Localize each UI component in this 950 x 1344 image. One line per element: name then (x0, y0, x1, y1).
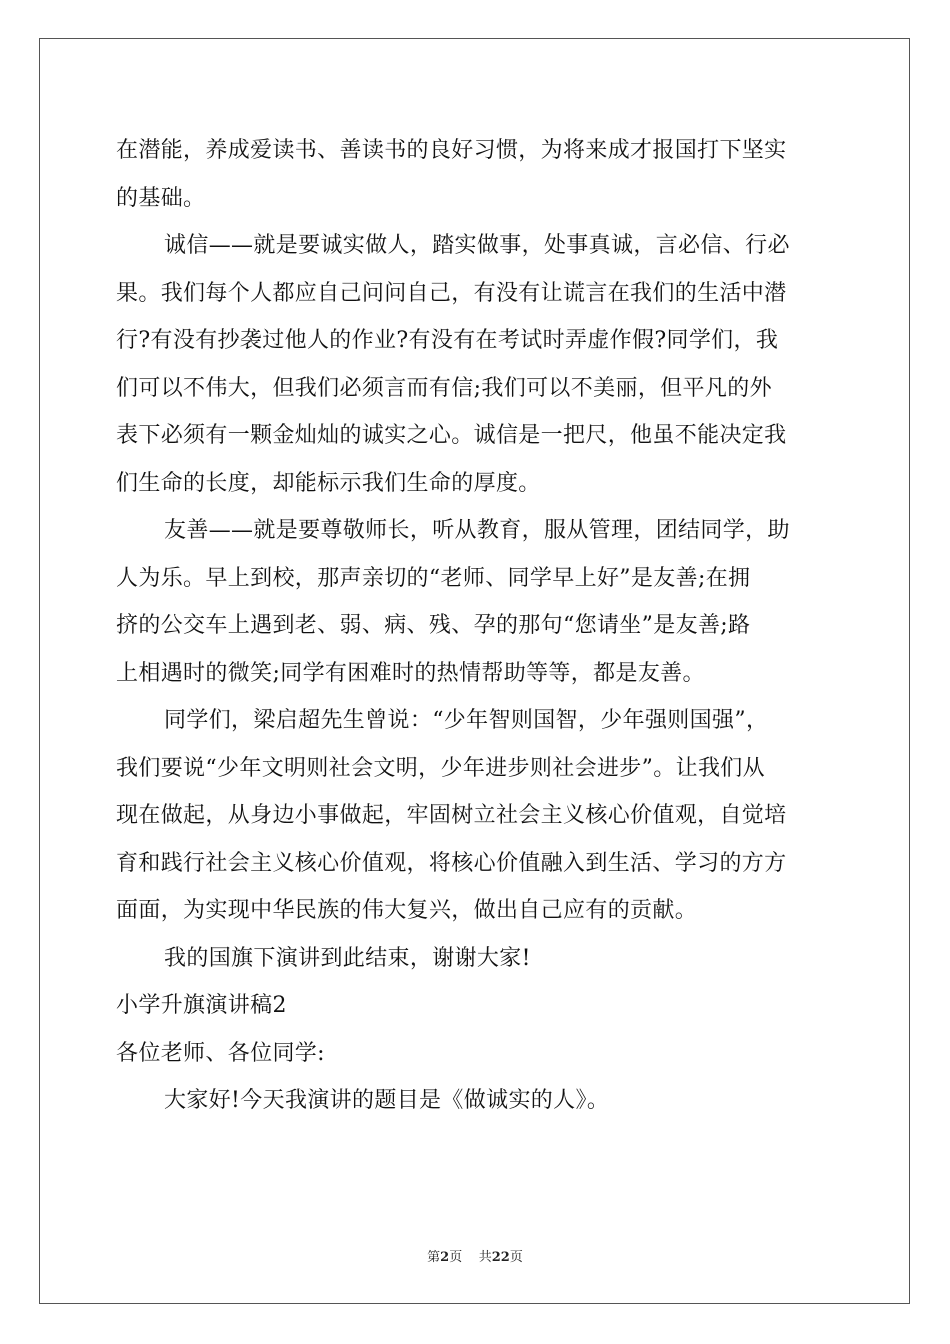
text-line: 表下必须有一颗金灿灿的诚实之心。诚信是一把尺，他虽不能决定我 (116, 423, 787, 448)
text-line: 行?有没有抄袭过他人的作业?有没有在考试时弄虚作假?同学们，我 (116, 328, 779, 353)
text-line: 们可以不伟大，但我们必须言而有信;我们可以不美丽，但平凡的外 (116, 375, 772, 401)
text-line: 上相遇时的微笑;同学有困难时的热情帮助等等，都是友善。 (116, 660, 705, 686)
text-line: 的基础。 (116, 185, 206, 211)
page-suffix: 页 (449, 1250, 463, 1265)
paragraph-start: 友善——就是要尊敬师长，听从教育，服从管理，团结同学，助 (164, 518, 790, 543)
text-line: 面面，为实现中华民族的伟大复兴，做出自己应有的贡献。 (116, 898, 698, 923)
text-line: 现在做起，从身边小事做起，牢固树立社会主义核心价值观，自觉培 (116, 803, 787, 828)
document-body (116, 127, 836, 1125)
text-line: 们生命的长度，却能标示我们生命的厚度。 (116, 470, 541, 496)
section-title: 小学升旗演讲稿2 (116, 993, 287, 1018)
closing-line: 我的国旗下演讲到此结束，谢谢大家! (164, 945, 531, 971)
paragraph-start: 大家好!今天我演讲的题目是《做诚实的人》。 (164, 1088, 610, 1113)
page-prefix: 第 (427, 1250, 441, 1265)
salutation: 各位老师、各位同学: (116, 1040, 325, 1066)
text-line: 果。我们每个人都应自己问问自己，有没有让谎言在我们的生活中潜 (116, 280, 787, 306)
total-prefix: 共 (478, 1250, 492, 1265)
text-line: 育和践行社会主义核心价值观，将核心价值融入到生活、学习的方方 (116, 850, 787, 876)
paragraph-start: 诚信——就是要诚实做人，踏实做事，处事真诚，言必信、行必 (164, 233, 790, 258)
text-line: 我们要说“少年文明则社会文明，少年进步则社会进步”。让我们从 (116, 755, 765, 781)
page-footer (0, 1246, 950, 1265)
text-line: 挤的公交车上遇到老、弱、病、残、孕的那句“您请坐”是友善;路 (116, 613, 751, 638)
text-line: 人为乐。早上到校，那声亲切的“老师、同学早上好”是友善;在拥 (116, 565, 751, 591)
total-pages: 22 (491, 1250, 510, 1265)
paragraph-start: 同学们，梁启超先生曾说：“少年智则国智，少年强则国强”， (164, 708, 769, 733)
total-suffix: 页 (509, 1250, 523, 1265)
page-number: 2 (440, 1250, 450, 1265)
text-line: 在潜能，养成爱读书、善读书的良好习惯，为将来成才报国打下坚实 (116, 138, 787, 163)
